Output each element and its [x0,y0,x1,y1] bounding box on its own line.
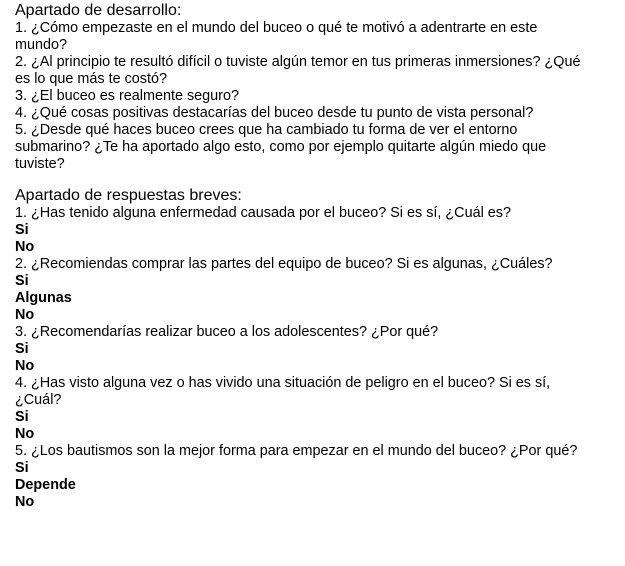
short-question-4-option-si: Si [15,409,29,425]
development-question-5: 5. ¿Desde qué haces buceo crees que ha cambiado tu forma de ver el entorno submarino? ¿Te ha aportado algo esto, como por ejemplo quitarte algún miedo que tuviste? [15,122,547,172]
short-question-1: 1. ¿Has tenido alguna enfermedad causada por el buceo? Si es sí, ¿Cuál es? [15,205,511,221]
development-question-3: 3. ¿El buceo es realmente seguro? [15,88,239,104]
short-question-1-option-si: Si [15,222,29,238]
short-question-5-option-si: Si [15,460,29,476]
short-question-3-option-no: No [15,358,35,374]
section-spacer [15,173,609,187]
short-question-4: 4. ¿Has visto alguna vez o has vivido una situación de peligro en el buceo? Si es sí, ¿Cuál? [15,375,551,408]
short-question-5-option-no: No [15,494,35,510]
short-question-2: 2. ¿Recomiendas comprar las partes del equipo de buceo? Si es algunas, ¿Cuáles? [15,256,553,272]
short-question-2-option-algunas: Algunas [15,290,72,306]
short-question-2-option-si: Si [15,273,29,289]
short-question-3: 3. ¿Recomendarías realizar buceo a los adolescentes? ¿Por qué? [15,324,439,340]
development-section-title: Apartado de desarrollo: [15,2,182,19]
short-question-3-option-si: Si [15,341,29,357]
short-question-5: 5. ¿Los bautismos son la mejor forma para empezar en el mundo del buceo? ¿Por qué? [15,443,578,459]
development-question-2: 2. ¿Al principio te resultó difícil o tuviste algún temor en tus primeras inmersiones? ¿Qué es lo que más te costó? [15,54,581,87]
development-question-4: 4. ¿Qué cosas positivas destacarías del buceo desde tu punto de vista personal? [15,105,534,121]
short-question-4-option-no: No [15,426,35,442]
short-question-5-option-depende: Depende [15,477,76,493]
short-question-1-option-no: No [15,239,35,255]
short-question-2-option-no: No [15,307,35,323]
development-question-1: 1. ¿Cómo empezaste en el mundo del buceo o qué te motivó a adentrarte en este mundo? [15,20,538,53]
short-answers-section-title: Apartado de respuestas breves: [15,187,242,204]
